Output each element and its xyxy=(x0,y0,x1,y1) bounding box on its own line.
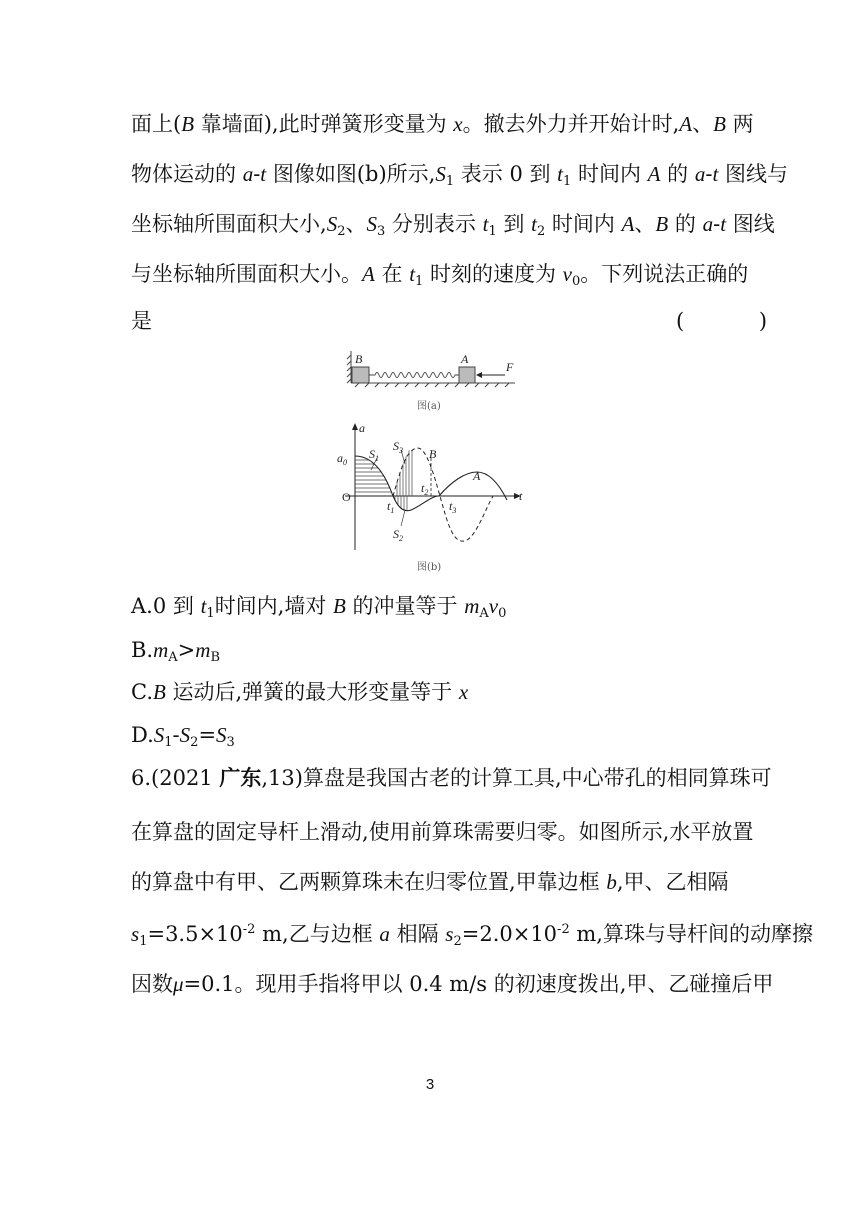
q6-line-2: 在算盘的固定导杆上滑动,使用前算珠需要归零。如图所示,水平放置 xyxy=(131,820,754,844)
text-line-3: 坐标轴所围面积大小$,S_2$、$S_3$ 分别表示 $t_1$ 到 $t_2$ 时间内 A、B 的 a-t 图线 xyxy=(131,212,775,239)
q6-line-5: 因数μ=0.1。现用手指将甲以 0.4 m/s 的初速度拨出,甲、乙碰撞后甲 xyxy=(131,972,774,996)
s3-label: $S_3$ xyxy=(393,439,403,455)
text-line-5: 是 xyxy=(131,309,152,333)
text-line-1: 面上(B 靠墙面),此时弹簧形变量为 x。撤去外力并开始计时,A、B 两 xyxy=(131,112,754,136)
option-b: $B.m_A>m_B$ xyxy=(131,638,221,665)
block-a xyxy=(459,367,475,383)
block-b xyxy=(352,367,369,383)
curve-a-label: A xyxy=(473,469,481,483)
label-a: A xyxy=(461,352,469,366)
origin-label: O xyxy=(342,490,351,504)
page-number: 3 xyxy=(425,1076,435,1093)
q6-line-4: $s_1=3.5\times 10^{-2}$ m,乙与边框 a 相隔 $s_2=2.0\times 10^{-2}$ m,算珠与导杆间的动摩擦 xyxy=(131,922,813,949)
axis-t-label: t xyxy=(519,489,523,503)
area-s2 xyxy=(395,496,407,515)
figure-a-caption: 图(a) xyxy=(417,401,441,412)
figure-b-caption: 图(b) xyxy=(417,562,442,573)
axis-a-label: a xyxy=(359,421,365,435)
answer-blank: ( ) xyxy=(676,309,802,333)
label-f: F xyxy=(506,360,514,374)
text-line-2: 物体运动的 a-t 图像如图(b)所示$,S_1$ 表示 0 到 $t_1$ 时间内 A 的 a-t 图线与 xyxy=(131,162,788,189)
t3-label: $t_3$ xyxy=(449,499,457,515)
s1-label: $S_1$ xyxy=(369,447,379,463)
option-c: C.B 运动后,弹簧的最大形变量等于 x xyxy=(131,680,469,704)
curve-b-label: B xyxy=(429,447,437,461)
q6-line-1: 6.(2021 广东,13)算盘是我国古老的计算工具,中心带孔的相同算珠可 xyxy=(131,765,772,790)
option-d: $D.S_1-S_2=S_3$ xyxy=(131,723,235,750)
curve-b xyxy=(393,448,493,541)
t2-label: $t_2$ xyxy=(421,481,429,497)
label-b: B xyxy=(355,352,363,366)
figure-b xyxy=(335,420,535,575)
a0-label: $a_0$ xyxy=(337,451,347,467)
option-a: A.0 到 $t_1$时间内,墙对 B 的冲量等于 $m_Av_0$ xyxy=(131,594,507,621)
figure-a xyxy=(345,345,525,415)
text-line-4: 与坐标轴所围面积大小。A 在 $t_1$ 时刻的速度为 $v_0$。下列说法正确的 xyxy=(131,262,749,289)
wall xyxy=(347,351,515,387)
s2-label: $S_2$ xyxy=(393,527,403,543)
q6-line-3: 的算盘中有甲、乙两颗算珠未在归零位置,甲靠边框 b,甲、乙相隔 xyxy=(131,870,729,894)
spring xyxy=(369,373,459,378)
t1-label: $t_1$ xyxy=(387,499,395,515)
